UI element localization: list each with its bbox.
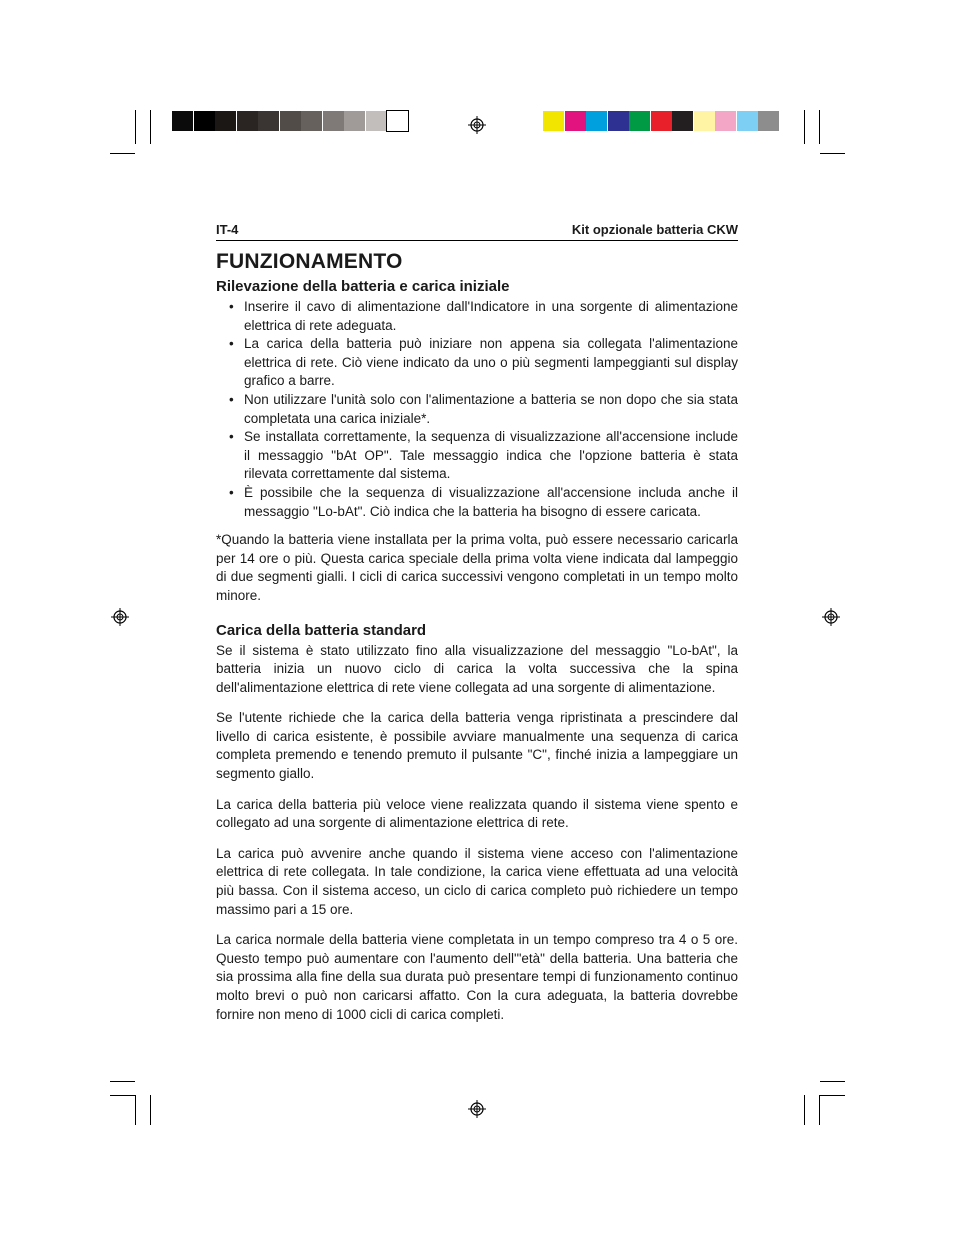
crop-mark — [135, 110, 136, 144]
crop-mark — [135, 1095, 136, 1125]
crop-mark — [819, 110, 820, 144]
footnote: *Quando la batteria viene installata per la prima volta, può essere necessario caricarla per 14 ore o più. Questa carica speciale della prima volta viene indicata dal lampeggio di due segmenti gialli. I cicli di carica successivi vengono completati in un tempo molto minore. — [216, 532, 738, 603]
paragraph: Se l'utente richiede che la carica della batteria venga ripristinata a prescindere dal livello di carica esistente, è possibile avviare manualmente una sequenza di carica completa premendo e tenendo premuto il pulsante "C", finché inizia a lampeggiare un segmento giallo. — [216, 710, 738, 782]
color-swatch — [565, 111, 586, 131]
color-swatch — [215, 111, 236, 131]
color-swatch — [301, 111, 322, 131]
paragraph: La carica della batteria più veloce viene realizzata quando il sistema viene spento e collegato ad una sorgente di alimentazione elettrica di rete. — [216, 796, 738, 831]
bullet-icon: • — [229, 429, 234, 445]
list-item-text: La carica della batteria può iniziare non appena sia collegata l'alimentazione elettrica di rete. Ciò viene indicato da uno o più segmenti lampeggianti sul display grafico a barre. — [244, 336, 738, 389]
color-swatch — [344, 111, 365, 131]
subsection-title-standard-charge: Carica della batteria standard — [216, 621, 427, 639]
paragraph: La carica normale della batteria viene completata in un tempo compreso tra 4 o 5 ore. Questo tempo può aumentare con l'aumento dell'"età" della batteria. Una batteria che sia prossima alla fine della sua durata può presentare tempi di funzionamento continuo molto brevi o può non caricarsi affatto. Con la cura adeguata, la batteria dovrebbe fornire non meno di 1000 cicli di carica completi. — [216, 932, 738, 1022]
section-title: FUNZIONAMENTO — [216, 250, 403, 273]
color-swatch — [672, 111, 693, 131]
list-item — [216, 484, 738, 521]
list-item-text: Non utilizzare l'unità solo con l'alimentazione a batteria se non dopo che sia stata completata una carica iniziale*. — [244, 391, 738, 426]
list-item-text: È possibile che la sequenza di visualizzazione all'accensione includa anche il messaggio "Lo-bAt". Ciò indica che la batteria ha bisogno di essere caricata. — [244, 484, 738, 519]
list-item — [216, 428, 738, 484]
color-swatch — [715, 111, 736, 131]
color-swatch — [651, 111, 672, 131]
document-title: Kit opzionale batteria CKW — [571, 222, 738, 237]
color-swatch — [366, 111, 387, 131]
page-content — [216, 250, 738, 1024]
list-item — [216, 391, 738, 428]
color-swatch — [586, 111, 607, 131]
crop-mark — [804, 1095, 805, 1125]
crop-mark — [819, 1095, 820, 1125]
page-number: IT-4 — [216, 222, 239, 237]
color-swatch — [280, 111, 301, 131]
bullet-icon: • — [229, 391, 234, 407]
color-swatch — [172, 111, 193, 131]
crop-mark — [820, 153, 845, 154]
crop-mark — [820, 1081, 845, 1082]
color-swatch — [608, 111, 629, 131]
color-swatch — [194, 111, 215, 131]
crop-mark — [150, 1095, 151, 1125]
color-swatch — [758, 111, 779, 131]
header-rule — [216, 240, 738, 241]
bullet-icon: • — [229, 484, 234, 500]
color-swatch — [737, 111, 758, 131]
crop-mark — [110, 153, 135, 154]
instruction-list — [216, 298, 738, 521]
crop-mark — [820, 1095, 845, 1096]
color-swatch — [258, 111, 279, 131]
registration-mark-icon — [468, 116, 486, 134]
paragraph: Se il sistema è stato utilizzato fino alla visualizzazione del messaggio "Lo-bAt", la batteria inizia un nuovo ciclo di carica la volta successiva che la spina dell'alimentazione elettrica di rete viene collegata ad una sorgente di alimentazione. — [216, 642, 738, 695]
color-swatch — [237, 111, 258, 131]
crop-mark — [150, 110, 151, 144]
list-item-text: Inserire il cavo di alimentazione dall'Indicatore in una sorgente di alimentazione elettrica di rete adeguata. — [244, 299, 738, 333]
color-swatch — [543, 111, 564, 131]
color-swatch — [323, 111, 344, 131]
registration-mark-icon — [822, 608, 840, 626]
color-swatch — [694, 111, 715, 131]
paragraph: La carica può avvenire anche quando il sistema viene acceso con l'alimentazione elettrica di rete collegata. In tale condizione, la carica viene effettuata ad una velocità più bassa. Con il sistema acceso, un ciclo di carica completo può richiedere un tempo massimo pari a 15 ore. — [216, 845, 738, 917]
bullet-icon: • — [229, 299, 234, 314]
registration-mark-icon — [468, 1100, 486, 1118]
bullet-icon: • — [229, 336, 234, 352]
subsection-title-detection: Rilevazione della batteria e carica iniziale — [216, 278, 510, 295]
registration-mark-icon — [111, 608, 129, 626]
color-swatch — [387, 111, 408, 131]
crop-mark — [110, 1081, 135, 1082]
list-item — [216, 298, 738, 335]
color-swatch — [629, 111, 650, 131]
list-item — [216, 335, 738, 391]
list-item-text: Se installata correttamente, la sequenza di visualizzazione all'accensione include il messaggio "bAt OP". Tale messaggio indica che l'opzione batteria è stata rilevata correttamente dal sistema. — [244, 429, 738, 482]
crop-mark — [110, 1095, 135, 1096]
crop-mark — [804, 110, 805, 144]
